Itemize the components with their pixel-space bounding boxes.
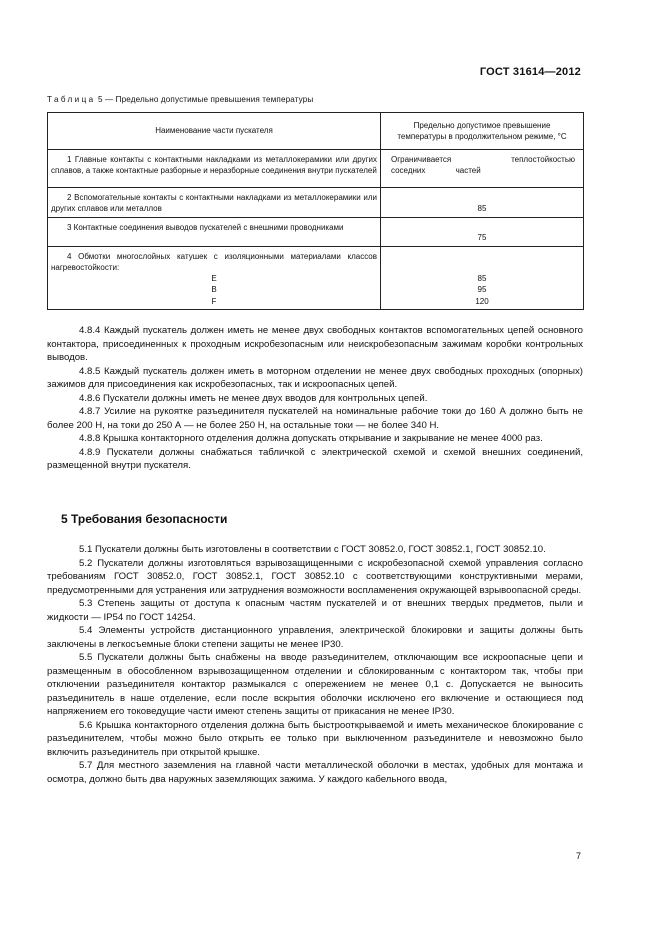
- row-value: 85: [477, 274, 487, 284]
- page-number: 7: [575, 851, 581, 861]
- row-value: 75: [477, 233, 487, 243]
- standard-number-header: ГОСТ 31614—2012: [479, 66, 581, 78]
- paragraph: 4.8.4 Каждый пускатель должен иметь не менее двух свободных контактов вспомогательных цепей основного контактора, присоединенных к проходным искробезопасным или неискробезопасным зажимам коробки контрольных выводов.: [47, 325, 583, 363]
- paragraph: 5.5 Пускатели должны быть снабжены на вводе разъединителем, отключающим все искроопасные цепи и размещенным в обособленном взрывозащищенном отделении и сблокированным с контактором так, чтобы при отключении разъединителя контактор размыкался с опережением не менее 0,1 с. Допускается не выносить разъединитель в наше отделение, если после вскрытия оболочки исключено его включение и остающиеся под напряжением его токоведущие части имеют степень защиты от прикасания не менее IP30.: [47, 652, 583, 717]
- table-caption-label: Таблица: [47, 95, 96, 104]
- section-5-text: [47, 543, 583, 786]
- paragraph: 5.1 Пускатели должны быть изготовлены в соответствии с ГОСТ 30852.0, ГОСТ 30852.1, ГОСТ 30852.10.: [79, 544, 546, 555]
- table-caption: [47, 95, 313, 104]
- row-value: Ограничивается теплостойкостью соседних частей: [391, 155, 575, 176]
- insulation-class: В: [211, 285, 217, 295]
- paragraph: 5.2 Пускатели должны изготовляться взрывозащищенными с искробезопасной схемой управления согласно требованиям ГОСТ 30852.0, ГОСТ 30852.1, ГОСТ 30852.10 с соответствующими конструктивными мерами, предусмотренными для устранения или затруднения возможности воспламенения окружающей взрывоопасной среды.: [47, 557, 583, 596]
- col2-header-line1: Предельно допустимое превышение: [413, 120, 551, 130]
- row-name: 1 Главные контакты с контактными накладками из металлокерамики или других сплавов, а также контактные разборные и неразборные соединения внутри пускателей: [51, 155, 377, 176]
- paragraph: 4.8.7 Усилие на рукоятке разъединителя пускателей на номинальные рабочие токи до 160 А должно быть не более 200 Н, на токи до 250 А — не более 250 Н, на остальные токи — не более 340 Н.: [47, 406, 583, 431]
- section-4-8-text: [47, 324, 583, 473]
- row-value-cell: [381, 188, 584, 218]
- row-name: 4 Обмотки многослойных катушек с изоляционными материалами классов нагревостойкости:: [51, 251, 377, 272]
- temperature-limits-table: [47, 112, 584, 310]
- paragraph: 5.7 Для местного заземления на главной части металлической оболочки в местах, удобных для монтажа и осмотра, должно быть два наружных заземляющих зажима. У каждого кабельного ввода,: [47, 760, 583, 785]
- row-name: 3 Контактные соединения выводов пускателей с внешними проводниками: [67, 222, 344, 232]
- paragraph: 5.4 Элементы устройств дистанционного управления, электрической блокировки и защиты должны быть заключены в легкосъемные блоки степени защиты не менее IP30.: [47, 625, 583, 650]
- row-name-cell: [48, 188, 381, 218]
- section-heading: 5 Требования безопасности: [61, 512, 228, 526]
- row-value-cell: [381, 150, 584, 188]
- row-name: 2 Вспомогательные контакты с контактными накладками из металлокерамики или других сплавов или металлов: [51, 193, 377, 214]
- insulation-class: F: [211, 296, 217, 306]
- paragraph: 4.8.8 Крышка контакторного отделения должна допускать открывание и закрывание не менее 4000 раз.: [79, 433, 543, 444]
- row-value-cell: [381, 217, 584, 246]
- table-row: [48, 188, 584, 218]
- row-value-cell: [381, 246, 584, 309]
- table-row: [48, 217, 584, 246]
- paragraph: 5.3 Степень защиты от доступа к опасным частям пускателей и от внешних твердых предметов, пыли и жидкости — IP54 по ГОСТ 14254.: [47, 598, 583, 623]
- table-caption-text: 5 — Предельно допустимые превышения температуры: [97, 95, 314, 104]
- row-value: 120: [475, 296, 489, 306]
- row-value: 95: [477, 285, 487, 295]
- paragraph: 5.6 Крышка контакторного отделения должна быть быстрооткрываемой и иметь механическое блокирование с разъединителем, чтобы можно было открыть ее только при выключенном разъединителе и невозможно было включить разъединитель при открытой крышке.: [47, 719, 583, 758]
- col2-header-line2: температуры в продолжительном режиме, °С: [397, 132, 567, 141]
- col2-header: [381, 113, 584, 150]
- row-name-cell: [48, 246, 381, 309]
- paragraph: 4.8.5 Каждый пускатель должен иметь в моторном отделении не менее двух свободных проходных (опорных) зажимов для присоединения как искробезопасных, так и искроопасных цепей.: [47, 365, 583, 390]
- col1-header: Наименование части пускателя: [48, 113, 381, 150]
- row-name-cell: [48, 150, 381, 188]
- table-header-row: [48, 113, 584, 150]
- paragraph: 4.8.6 Пускатели должны иметь не менее двух вводов для контрольных цепей.: [79, 392, 428, 404]
- insulation-class: Е: [211, 274, 217, 284]
- table-row: [48, 150, 584, 188]
- row-name-cell: [48, 217, 381, 246]
- paragraph: 4.8.9 Пускатели должны снабжаться табличкой с электрической схемой и схемой внешних соединений, размещенной внутри пускателя.: [47, 446, 583, 471]
- row-value: 85: [477, 204, 487, 214]
- table-row: [48, 246, 584, 309]
